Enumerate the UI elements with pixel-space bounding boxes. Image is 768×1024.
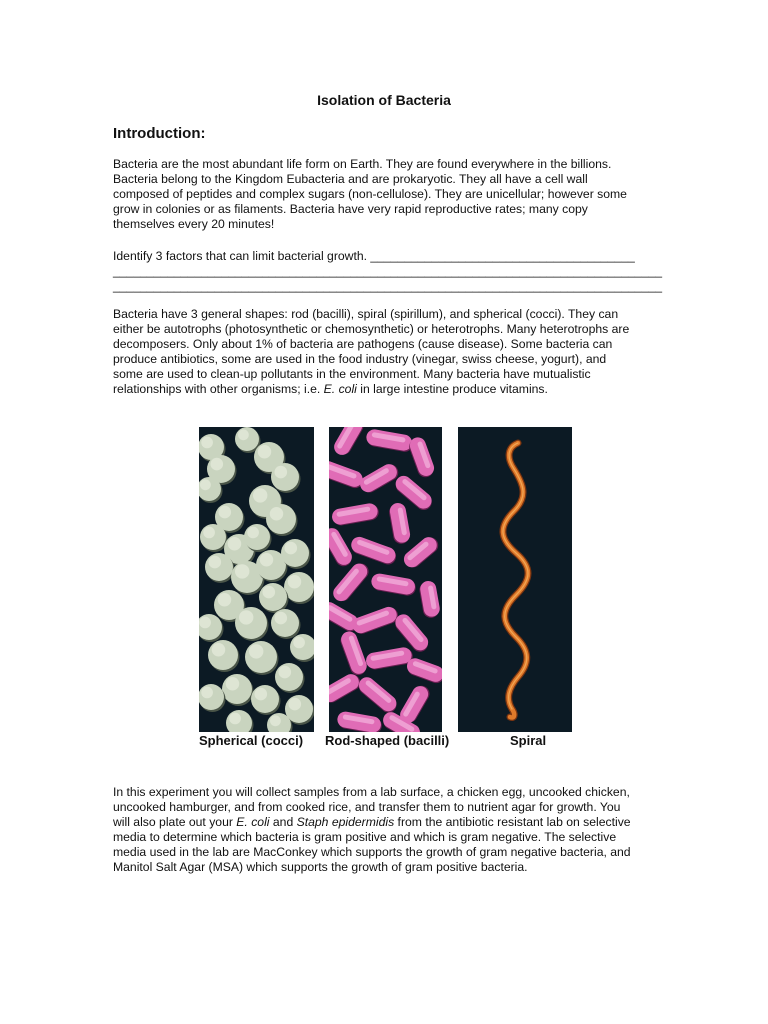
text-line: In this experiment you will collect samples from a lab surface, a chicken egg, uncooked chicken,: [113, 785, 630, 799]
text-line: composed of peptides and complex sugars (non-cellulose). They are unicellular; however some: [113, 187, 627, 201]
text-line: Bacteria belong to the Kingdom Eubacteria and are prokaryotic. They all have a cell wall: [113, 172, 588, 186]
text-line: either be autotrophs (photosynthetic or chemosynthetic) or heterotrophs. Many heterotrophs are: [113, 322, 630, 336]
intro-paragraph: [113, 157, 658, 232]
spiral-image: [458, 427, 572, 732]
text-segment: in large intestine produce vitamins.: [356, 382, 548, 396]
text-line: [113, 382, 658, 397]
question-line: Identify 3 factors that can limit bacterial growth. _______________________________________: [113, 249, 635, 263]
text-line: decomposers. Only about 1% of bacteria are pathogens (cause disease). Some bacteria can: [113, 337, 613, 351]
text-line: Bacteria have 3 general shapes: rod (bacilli), spiral (spirillum), and spherical (cocci). They can: [113, 307, 619, 321]
bacteria-shapes-figure: [199, 427, 572, 757]
text-line: Bacteria are the most abundant life form on Earth. They are found everywhere in the billions.: [113, 157, 612, 171]
section-heading: Introduction:: [113, 125, 206, 142]
text-line: some are used to clean-up pollutants in the environment. Many bacteria have mutualistic: [113, 367, 591, 381]
bacilli-micrograph: [329, 427, 442, 732]
answer-blank-line: _________________________________________________________________________________: [113, 279, 663, 293]
experiment-paragraph: [113, 785, 658, 875]
text-line: Manitol Salt Agar (MSA) which supports the growth of gram positive bacteria.: [113, 860, 528, 874]
italic-species-name: E. coli: [236, 815, 270, 829]
italic-species-name: E. coli: [323, 382, 357, 396]
text-segment: and: [269, 815, 297, 829]
document-title: Isolation of Bacteria: [317, 92, 451, 108]
text-line: [113, 815, 658, 830]
text-line: media used in the lab are MacConkey which supports the growth of gram negative bacteria, and: [113, 845, 631, 859]
bacilli-image: [329, 427, 442, 732]
text-line: uncooked hamburger, and from cooked rice, and transfer them to nutrient agar for growth. You: [113, 800, 621, 814]
text-segment: relationships with other organisms; i.e.: [113, 382, 324, 396]
text-segment: will also plate out your: [113, 815, 237, 829]
text-line: media to determine which bacteria is gram positive and which is gram negative. The selective: [113, 830, 617, 844]
cocci-image: [199, 427, 314, 732]
text-segment: from the antibiotic resistant lab on selective: [394, 815, 631, 829]
caption-rod-shaped: Rod-shaped (bacilli): [325, 733, 450, 748]
text-line: grow in colonies or as filaments. Bacteria have very rapid reproductive rates; many copy: [113, 202, 588, 216]
text-line: produce antibiotics, some are used in the food industry (vinegar, swiss cheese, yogurt), and: [113, 352, 607, 366]
spiral-micrograph: [458, 427, 572, 732]
italic-species-name: Staph epidermidis: [296, 815, 395, 829]
answer-blank-line: _________________________________________________________________________________: [113, 264, 663, 278]
text-line: themselves every 20 minutes!: [113, 217, 275, 231]
caption-spherical: Spherical (cocci): [199, 733, 304, 748]
caption-spiral: Spiral: [510, 733, 547, 748]
cocci-micrograph: [199, 427, 314, 732]
question-paragraph: [113, 249, 663, 294]
shapes-paragraph: [113, 307, 658, 397]
